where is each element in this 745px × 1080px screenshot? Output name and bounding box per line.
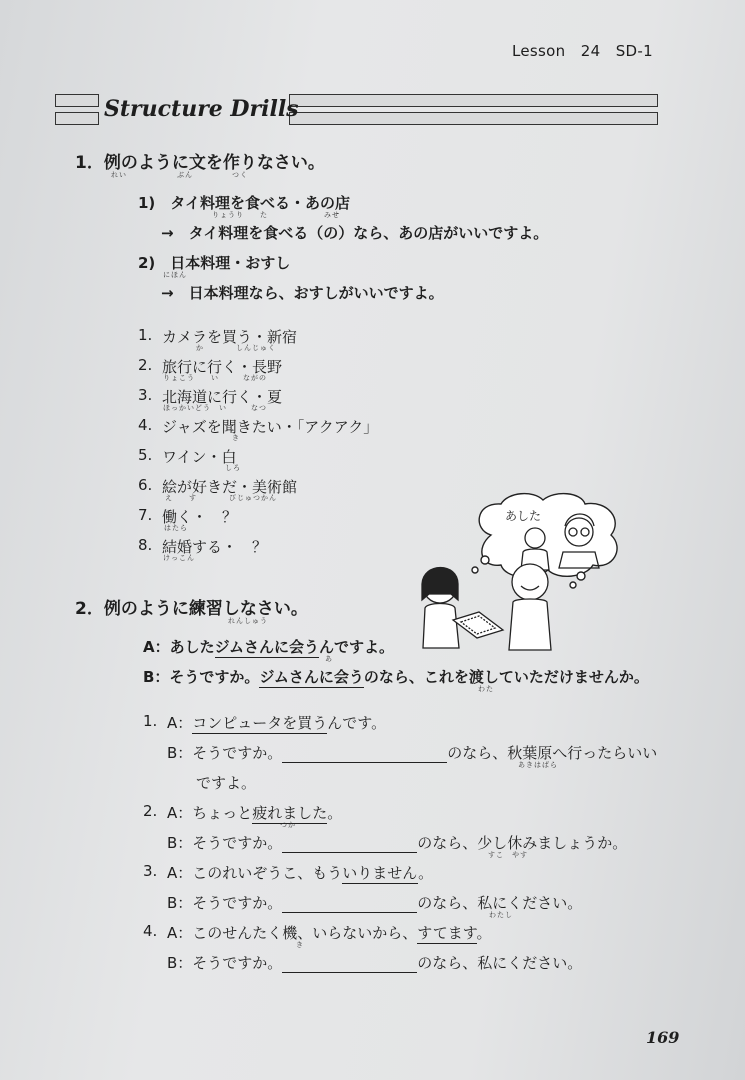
example1-answer: → タイ料理を食べる（の）なら、あの店がいいですよ。: [161, 224, 549, 242]
section2-heading: 2．例のように練習しなさい。: [75, 599, 308, 619]
dialogue-line-b: [143, 666, 649, 687]
list-item: 働く・ ？: [162, 508, 238, 526]
answer-blank[interactable]: [282, 838, 417, 853]
exercise-a-prefix: A：: [167, 714, 193, 732]
example2-answer: → 日本料理なら、おすしがいいですよ。: [161, 284, 444, 302]
example2-prompt-furigana: にほん: [163, 271, 187, 279]
exercise-line-b: [167, 892, 582, 913]
exercise-a-suffix: んです。: [327, 714, 387, 732]
exercise-a-furigana: き: [296, 941, 304, 949]
exercise-line-a: [167, 802, 342, 823]
list-item-furigana: りょこう い ながの: [163, 374, 267, 382]
answer-blank[interactable]: [282, 748, 447, 763]
dialogue-a-furigana: あ: [325, 655, 333, 663]
exercise-a-prefix: A：ちょっと: [167, 804, 253, 822]
exercise-number: 3.: [143, 862, 158, 880]
exercise-b-furigana: すこ やす: [488, 851, 528, 859]
list-item-number: 2.: [138, 356, 153, 374]
dialogue-a-underlined: ジムさんに会う: [214, 638, 320, 656]
dialogue-line-a: [143, 636, 394, 657]
exercise-a-underlined: すてます: [417, 924, 477, 942]
example1-prompt-furigana: りょうり た みせ: [212, 211, 340, 219]
exercise-number: 1.: [143, 712, 158, 730]
list-item-number: 4.: [138, 416, 153, 434]
exercise-a-prefix: A：このれいぞうこ、もう: [167, 864, 343, 882]
dialogue-a-suffix: んですよ。: [319, 638, 395, 656]
exercise-b-prefix: B：そうですか。: [167, 744, 283, 762]
dialogue-b-suffix: のなら、これを渡していただけませんか。: [363, 668, 649, 686]
example2-prompt: 2) 日本料理・おすし: [138, 254, 291, 272]
list-item: ワイン・白: [162, 448, 237, 466]
exercise-line-b: [167, 832, 627, 853]
exercise-number: 2.: [143, 802, 158, 820]
section1-furigana-2: つく: [232, 171, 248, 179]
exercise-b-prefix: B：そうですか。: [167, 834, 283, 852]
exercise-a-underlined: コンピュータを買う: [192, 714, 328, 732]
exercise-b-suffix: のなら、私にください。: [417, 954, 583, 972]
dialogue-b-furigana: わた: [478, 685, 494, 693]
list-item-furigana: か しんじゅく: [196, 344, 276, 352]
exercise-a-underlined: 疲れました: [252, 804, 328, 822]
list-item: 結婚する・ ？: [162, 538, 268, 556]
answer-blank[interactable]: [282, 898, 417, 913]
list-item-furigana: え す びじゅつかん: [165, 494, 277, 502]
list-item-number: 7.: [138, 506, 153, 524]
list-item-furigana: はたら: [164, 524, 188, 532]
dialogue-a-prefix: A：あした: [143, 638, 215, 656]
list-item-number: 1.: [138, 326, 153, 344]
exercise-a-suffix: 。: [327, 804, 343, 822]
exercise-b-continuation: ですよ。: [196, 774, 257, 792]
exercise-b-prefix: B：そうですか。: [167, 954, 283, 972]
page-number: 169: [646, 1028, 680, 1047]
list-item: 絵が好きだ・美術館: [162, 478, 298, 496]
answer-blank[interactable]: [282, 958, 417, 973]
exercise-line-b: [167, 952, 582, 973]
list-item-number: 8.: [138, 536, 153, 554]
list-item: 北海道に行く・夏: [162, 388, 283, 406]
list-item-number: 6.: [138, 476, 153, 494]
list-item-furigana: けっこん: [163, 554, 195, 562]
section1-furigana-1: ぶん: [177, 171, 193, 179]
list-item-number: 3.: [138, 386, 153, 404]
section1-furigana-0: れい: [111, 171, 127, 179]
exercise-b-suffix: のなら、秋葉原へ行ったらいい: [447, 744, 658, 762]
exercise-a-prefix: A：このせんたく機、いらないから、: [167, 924, 418, 942]
conversation-illustration: [413, 490, 628, 659]
exercise-line-a: [167, 712, 386, 733]
list-item-furigana: き: [232, 434, 240, 442]
exercise-b-prefix: B：そうですか。: [167, 894, 283, 912]
exercise-a-underlined: いりません: [342, 864, 419, 882]
exercise-b-suffix: のなら、少し休みましょうか。: [417, 834, 628, 852]
list-item-furigana: ほっかいどう い なつ: [163, 404, 267, 412]
exercise-line-a: [167, 922, 492, 943]
list-item: カメラを買う・新宿: [162, 328, 298, 346]
section2-heading-furigana: れんしゅう: [228, 617, 268, 625]
exercise-number: 4.: [143, 922, 158, 940]
list-item-number: 5.: [138, 446, 153, 464]
exercise-line-b: [167, 742, 657, 763]
exercise-a-suffix: 。: [418, 864, 434, 882]
exercise-b-furigana: わたし: [489, 911, 513, 919]
exercise-a-furigana: つか: [280, 821, 296, 829]
lesson-label: Lesson 24 SD-1: [512, 42, 653, 60]
thought-bubble-text: あした: [505, 509, 542, 523]
exercise-b-furigana: あきはばら: [518, 761, 558, 769]
list-item-furigana: しろ: [225, 464, 241, 472]
exercise-a-suffix: 。: [476, 924, 492, 942]
list-item: ジャズを聞きたい・「アクアク」: [162, 418, 379, 436]
section1-heading: 1．例のように文を作りなさい。: [75, 153, 325, 173]
page-title: Structure Drills: [104, 96, 299, 122]
example1-prompt: 1) タイ料理を食べる・あの店: [138, 194, 350, 212]
illustration-drawing: [413, 490, 628, 655]
exercise-b-suffix: のなら、私にください。: [417, 894, 583, 912]
exercise-line-a: [167, 862, 433, 883]
dialogue-b-underlined: ジムさんに会う: [259, 668, 364, 686]
dialogue-b-prefix: B：そうですか。: [143, 668, 260, 686]
list-item: 旅行に行く・長野: [162, 358, 283, 376]
